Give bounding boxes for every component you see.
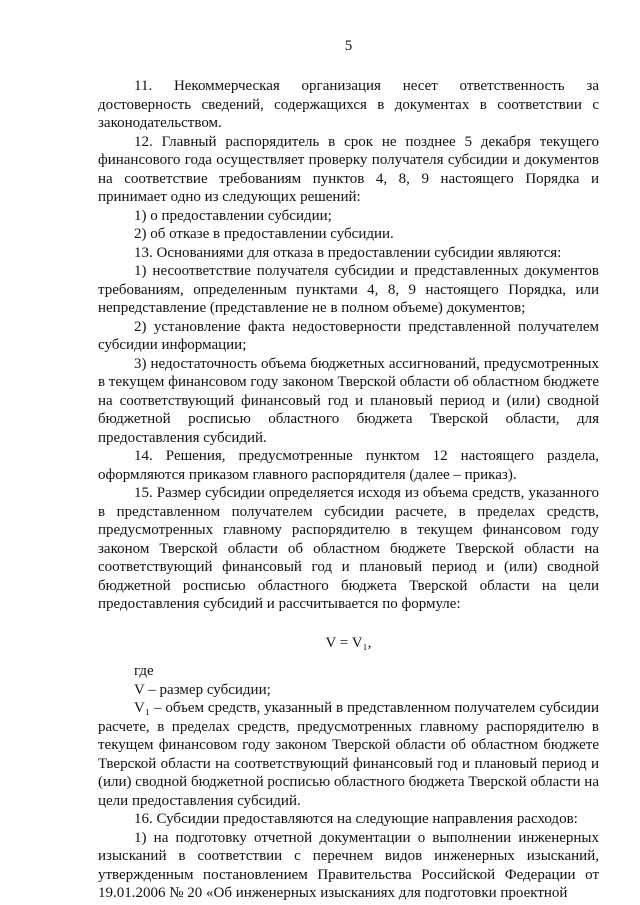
paragraph-13-item-1: 1) несоответствие получателя субсидии и представленных документов требованиям, определенным пунктами 4, 8, 9 настоящего Порядка, или непредставление (представление не в полном объеме) документов; [98, 263, 599, 316]
paragraph-11: 11. Некоммерческая организация несет ответственность за достоверность сведений, содержащихся в документах в соответствии с законодательством. [98, 78, 599, 131]
paragraph-16: 16. Субсидии предоставляются на следующие направления расходов: [134, 811, 578, 827]
definition-v: V – размер субсидии; [134, 681, 271, 698]
page-number: 5 [344, 38, 353, 54]
paragraph-13-item-2: 2) установление факта недостоверности представленной получателем субсидии информации; [98, 318, 599, 353]
body-text-lower [98, 681, 599, 903]
paragraph-15: 15. Размер субсидии определяется исходя из объема средств, указанного в представленном получателем субсидии расчете, в пределах средств, предусмотренных главному распорядителю в текущем финансовом году законом Тверской области об областном бюджете Тверской области на соответствующий финансовый год и плановый период и (или) сводной бюджетной росписью областного бюджета Тверской области на цели предоставления субсидий и рассчитывается по формуле: [98, 485, 599, 612]
paragraph-13-item-3: 3) недостаточность объема бюджетных ассигнований, предусмотренных в текущем финансовом году законом Тверской области об областном бюджете на соответствующий финансовый год и плановый период и (или) сводной бюджетной росписью областного бюджета Тверской области, для предоставления субсидий. [98, 355, 599, 446]
paragraph-13: 13. Основаниями для отказа в предоставлении субсидии являются: [134, 244, 562, 261]
paragraph-12-option-1: 1) о предоставлении субсидии; [134, 207, 332, 224]
paragraph-12-option-2: 2) об отказе в предоставлении субсидии. [134, 226, 394, 242]
paragraph-12: 12. Главный распорядитель в срок не позднее 5 декабря текущего финансового года осуществляет проверку получателя субсидии и документов на соответствие требованиям пунктов 4, 8, 9 настоящего Порядка и принимает одно из следующих решений: [98, 133, 599, 205]
paragraph-14: 14. Решения, предусмотренные пунктом 12 настоящего раздела, оформляются приказом главного распорядителя (далее – приказ). [98, 448, 599, 483]
paragraph-16-item-1: 1) на подготовку отчетной документации о выполнении инженерных изысканий в соответствии с перечнем видов инженерных изысканий, утвержденным постановлением Правительства Российской Федерации от 19.01.2006 № 20 «Об инженерных изысканиях для подготовки проектной [98, 829, 599, 901]
where-label: где [134, 663, 154, 679]
definition-v1: V₁ – объем средств, указанный в представленном получателем субсидии расчете, в пределах средств, предусмотренных главному распорядителю в текущем финансовом году законом Тверской области об областном бюджете Тверской области на соответствующий финансовый год и плановый период и (или) сводной бюджетной росписью областного бюджета Тверской области на цели предоставления субсидий. [98, 700, 599, 809]
body-text-upper [98, 77, 599, 614]
formula: V = V₁, [325, 634, 372, 651]
